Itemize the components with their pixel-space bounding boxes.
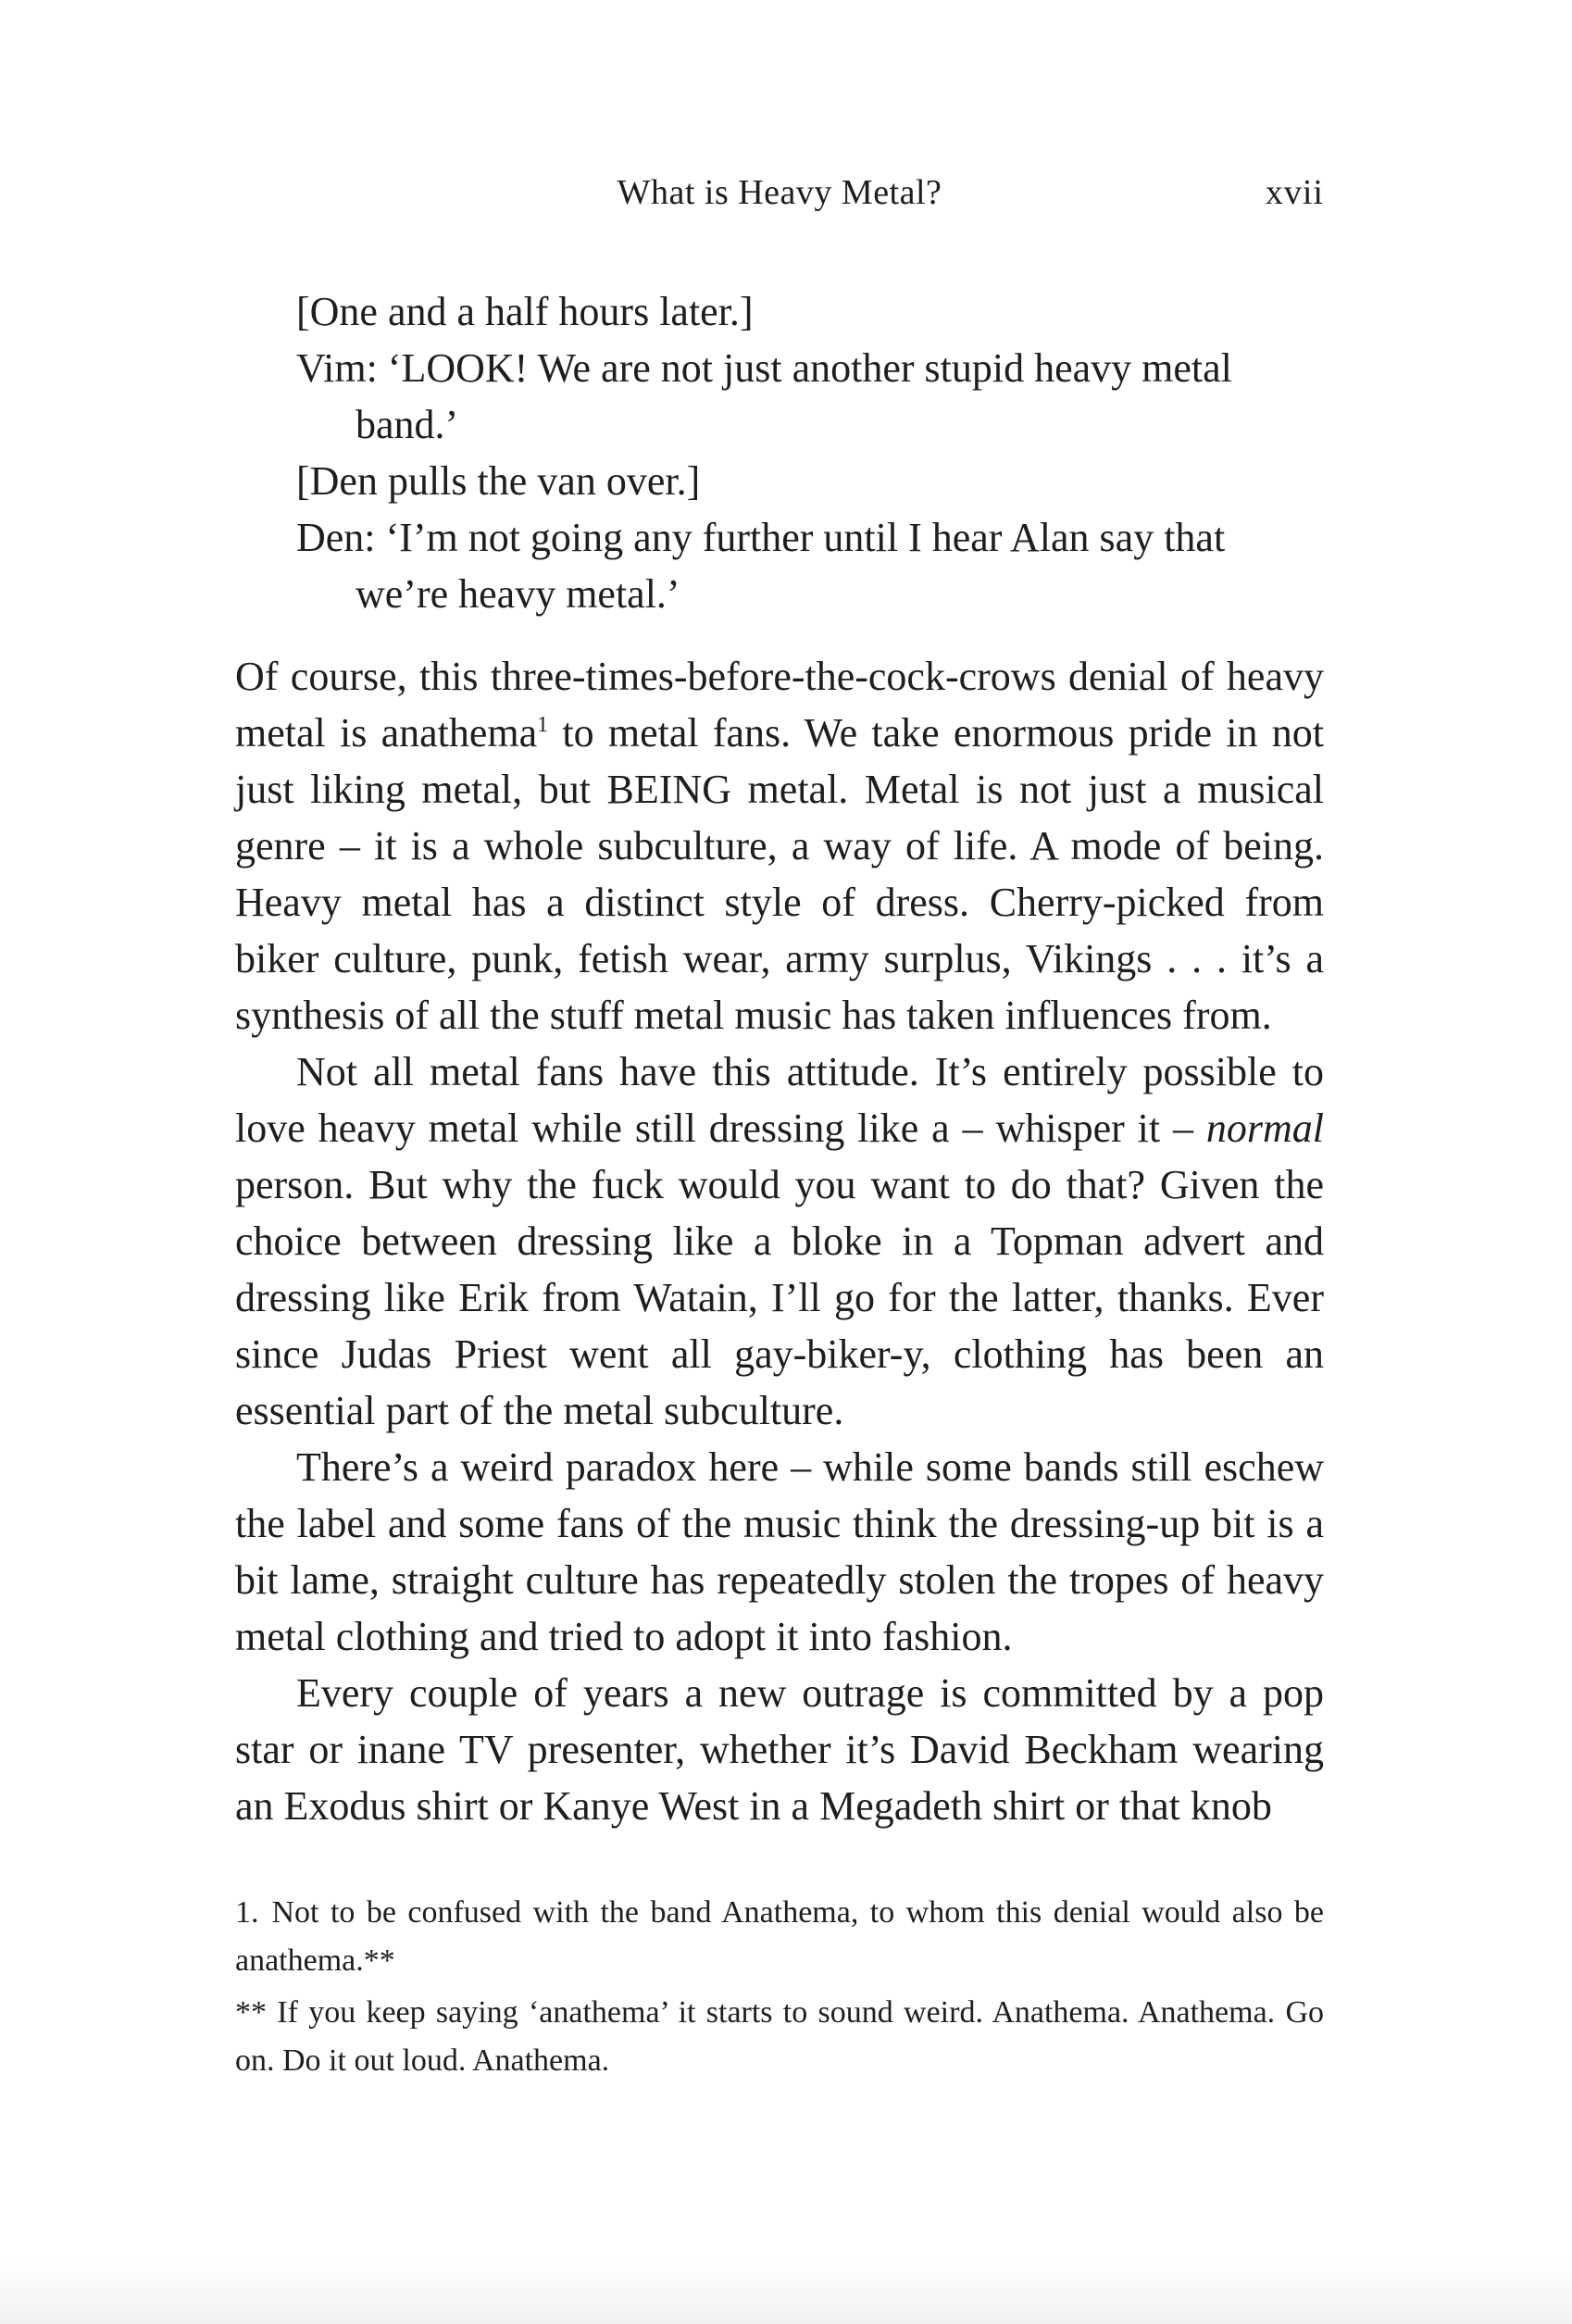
text-run: person. But why the fuck would you want to do that? Given the choice between dressing like a bloke in a Topman advert and dressing like Erik from Watain, I’ll go for the latter, thanks. Ever since Judas Priest went all gay-biker-y, clothing has been an essential part of the metal subculture. <box>235 1162 1324 1433</box>
running-head <box>235 172 1324 228</box>
dialogue-line: Vim: ‘LOOK! We are not just another stupid heavy metal band.’ <box>296 345 1232 447</box>
paragraph <box>235 648 1324 1043</box>
footnote <box>235 1889 1324 1985</box>
dialogue-line: Den: ‘I’m not going any further until I hear Alan say that we’re heavy metal.’ <box>296 515 1226 617</box>
running-title: What is Heavy Metal? <box>617 173 942 212</box>
footnote-text: Not to be confused with the band Anathema, to whom this denial would also be anathema.** <box>235 1895 1324 1978</box>
text-run: Of course, this three-times-before-the-cock-crows denial of heavy metal is anathema <box>235 654 1324 756</box>
footnote-label: 1. <box>235 1895 259 1930</box>
footnotes <box>235 1889 1324 2085</box>
paragraph: Every couple of years a new outrage is committed by a pop star or inane TV presenter, whether it’s David Beckham wearing an Exodus shirt or Kanye West in a Megadeth shirt or that knob <box>235 1670 1324 1829</box>
dialogue-excerpt <box>296 283 1324 622</box>
page-number: xvii <box>1265 173 1324 212</box>
dialogue-line: [One and a half hours later.] <box>296 289 754 334</box>
text-run: Not all metal fans have this attitude. It’s entirely possible to love heavy metal while still dressing like a – whisper it – <box>235 1049 1324 1151</box>
paragraph <box>235 1043 1324 1439</box>
footnote-reference: 1 <box>537 713 549 737</box>
emphasis: normal <box>1205 1106 1324 1151</box>
paragraph: There’s a weird paradox here – while some bands still eschew the label and some fans of the music think the dressing-up bit is a bit lame, straight culture has repeatedly stolen the tropes of heavy metal clothing and tried to adopt it into fashion. <box>235 1444 1324 1659</box>
page-edge-shadow <box>0 2259 1572 2324</box>
body-text <box>235 648 1324 1834</box>
footnote: ** If you keep saying ‘anathema’ it starts to sound weird. Anathema. Anathema. Go on. Do it out loud. Anathema. <box>235 1995 1324 2078</box>
text-run: to metal fans. We take enormous pride in not just liking metal, but BEING metal. Metal is not just a musical genre – it is a whole subculture, a way of life. A mode of being. Heavy metal has a distinct style of dress. Cherry-picked from biker culture, punk, fetish wear, army surplus, Vikings . . . it’s a synthesis of all the stuff metal music has taken influences from. <box>235 710 1324 1038</box>
dialogue-line: [Den pulls the van over.] <box>296 458 701 504</box>
